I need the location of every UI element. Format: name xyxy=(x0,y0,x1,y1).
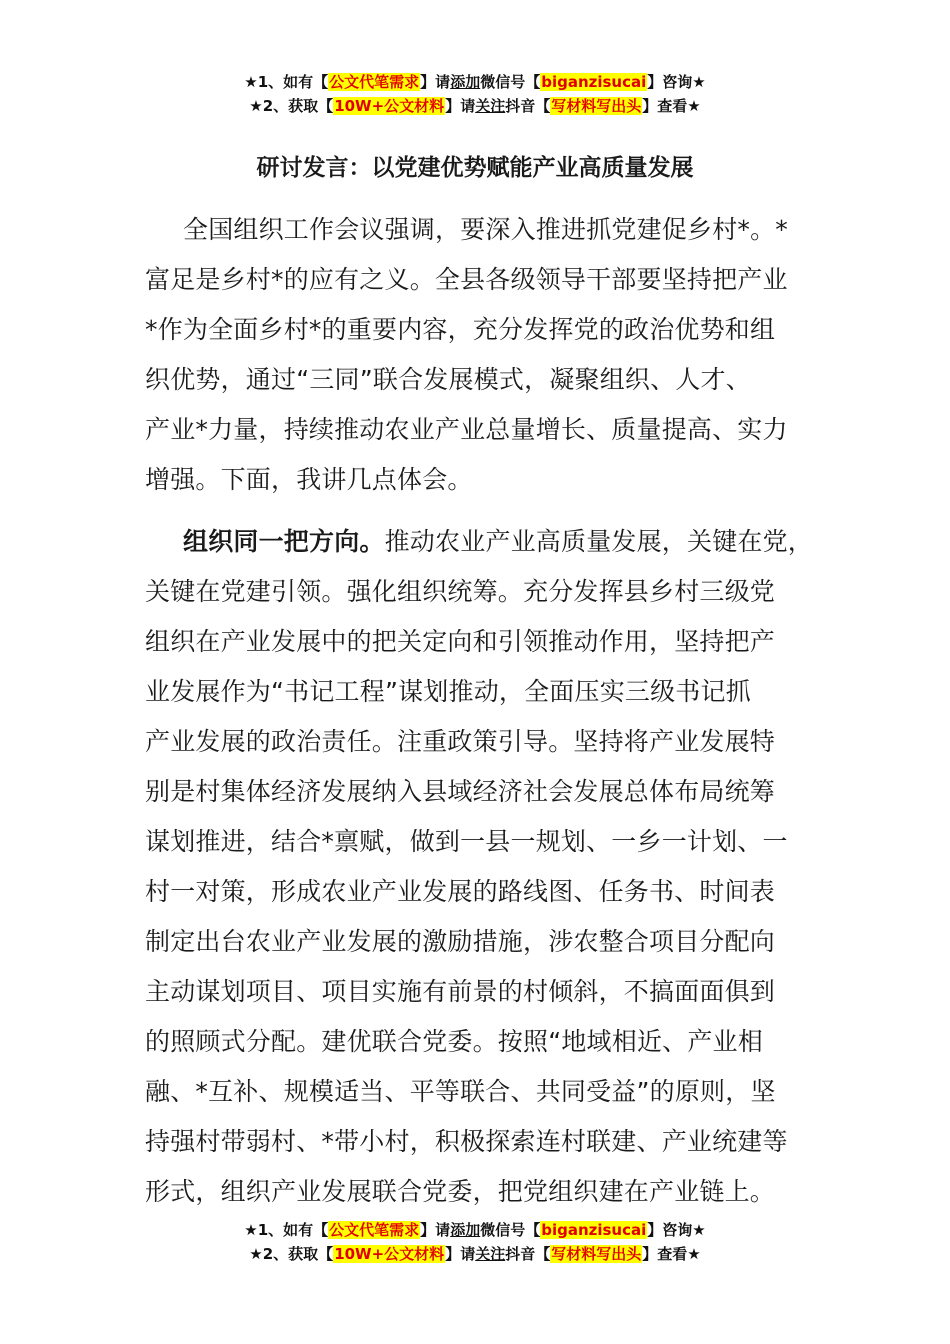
intro-paragraph xyxy=(145,205,835,505)
text-line: 别是村集体经济发展纳入县域经济社会发展总体布局统筹 xyxy=(145,777,776,806)
banner-text: 抖音【 xyxy=(505,97,551,115)
text-line: 织优势，通过“三同”联合发展模式，凝聚组织、人才、 xyxy=(145,365,751,394)
highlight-service: 公文代笔需求 xyxy=(329,1221,420,1239)
banner-line-1 xyxy=(0,70,950,94)
text-line: *作为全面乡村*的重要内容，充分发挥党的政治优势和组 xyxy=(145,315,776,344)
text-line: 融、*互补、规模适当、平等联合、共同受益”的原则，坚 xyxy=(145,1077,776,1106)
text-line: 富足是乡村*的应有之义。全县各级领导干部要坚持把产业 xyxy=(145,265,788,294)
underlined-text: 关注 xyxy=(475,1245,506,1263)
banner-text: ★1、如有【 xyxy=(244,73,329,91)
banner-text: 】咨询★ xyxy=(647,1221,706,1239)
highlight-wechat-id: biganzisucai xyxy=(541,1221,647,1239)
section-heading: 组织同一把方向。 xyxy=(183,527,385,556)
banner-line-1 xyxy=(0,1218,950,1242)
header-banner xyxy=(0,70,950,118)
banner-text: 】咨询★ xyxy=(647,73,706,91)
footer-banner xyxy=(0,1218,950,1266)
text-line: 关键在党建引领。强化组织统筹。充分发挥县乡村三级党 xyxy=(145,577,776,606)
banner-text: 】查看★ xyxy=(642,1245,701,1263)
banner-text: 】查看★ xyxy=(642,97,701,115)
highlight-materials: 10W+公文材料 xyxy=(334,97,445,115)
text-line: 产业*力量，持续推动农业产业总量增长、质量提高、实力 xyxy=(145,415,788,444)
text-line: 增强。下面，我讲几点体会。 xyxy=(145,465,473,494)
section-paragraph xyxy=(145,517,835,1217)
text-line: 的照顾式分配。建优联合党委。按照“地域相近、产业相 xyxy=(145,1027,763,1056)
text-line: 组织在产业发展中的把关定向和引领推动作用，坚持把产 xyxy=(145,627,776,656)
highlight-service: 公文代笔需求 xyxy=(329,73,420,91)
text-line xyxy=(145,517,835,567)
banner-text: ★1、如有【 xyxy=(244,1221,329,1239)
text-line: 谋划推进，结合*禀赋，做到一县一规划、一乡一计划、一 xyxy=(145,827,788,856)
text-line: 制定出台农业产业发展的激励措施，涉农整合项目分配向 xyxy=(145,927,776,956)
text-line: 业发展作为“书记工程”谋划推动，全面压实三级书记抓 xyxy=(145,677,751,706)
underlined-text: 添加 xyxy=(450,1221,481,1239)
banner-text: ★2、获取【 xyxy=(249,1245,334,1263)
document-title: 研讨发言：以党建优势赋能产业高质量发展 xyxy=(256,155,694,181)
highlight-materials: 10W+公文材料 xyxy=(334,1245,445,1263)
text-line: 持强村带弱村、*带小村，积极探索连村联建、产业统建等 xyxy=(145,1127,788,1156)
banner-line-2 xyxy=(0,1242,950,1266)
banner-text: ★2、获取【 xyxy=(249,97,334,115)
banner-text: 抖音【 xyxy=(505,1245,551,1263)
underlined-text: 关注 xyxy=(475,97,506,115)
text-line: 全国组织工作会议强调，要深入推进抓党建促乡村*。* xyxy=(183,215,789,244)
highlight-douyin-account: 写材料写出头 xyxy=(551,97,642,115)
text-line: 产业发展的政治责任。注重政策引导。坚持将产业发展特 xyxy=(145,727,776,756)
text-line: 村一对策，形成农业产业发展的路线图、任务书、时间表 xyxy=(145,877,776,906)
text-line: 主动谋划项目、项目实施有前景的村倾斜，不搞面面俱到 xyxy=(145,977,776,1006)
banner-line-2 xyxy=(0,94,950,118)
banner-text: 微信号【 xyxy=(480,73,541,91)
banner-text: 微信号【 xyxy=(480,1221,541,1239)
banner-text: 】请 xyxy=(445,97,476,115)
underlined-text: 添加 xyxy=(450,73,481,91)
highlight-wechat-id: biganzisucai xyxy=(541,73,647,91)
text-line: 形式，组织产业发展联合党委，把党组织建在产业链上。 xyxy=(145,1177,776,1206)
highlight-douyin-account: 写材料写出头 xyxy=(551,1245,642,1263)
banner-text: 】请 xyxy=(445,1245,476,1263)
banner-text: 】请 xyxy=(420,73,451,91)
section-text: 推动农业产业高质量发展，关键在党， xyxy=(384,527,814,556)
banner-text: 】请 xyxy=(420,1221,451,1239)
